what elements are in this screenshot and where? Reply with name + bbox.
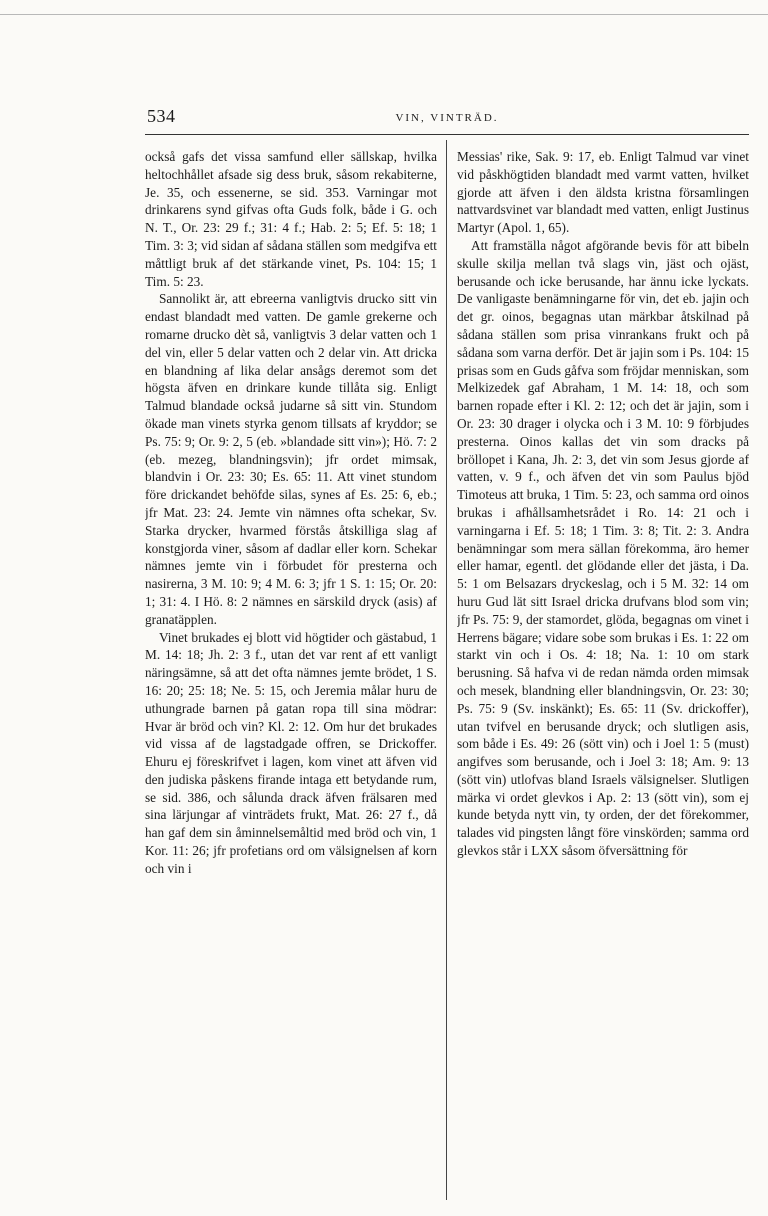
right-column bbox=[457, 148, 749, 1200]
paragraph: också gafs det vissa samfund eller sällskap, hvilka heltochhållet afsade sig dess bruk, såsom rekabiterne, Je. 35, och essenerne, se sid. 353. Varningar mot drinkarens synd gifvas ofta Guds folk, både i G. och N. T., Or. 23: 29 f.; 31: 4 f.; Hab. 2: 5; Ef. 5: 18; 1 Tim. 3: 3; vid sidan af sådana ställen som medgifva ett måttligt bruk af det stärkande vinet, Ps. 104: 15; 1 Tim. 5: 23. bbox=[145, 149, 437, 289]
page-edge-line bbox=[0, 14, 768, 15]
running-head: VIN, VINTRÄD. bbox=[395, 112, 499, 124]
paragraph: Sannolikt är, att ebreerna vanligtvis drucko sitt vin endast blandadt med vatten. De gamle grekerne och romarne drucko dèt så, vanligtvis 3 delar vatten och 1 del vin, eller 5 delar vatten och 2 delar vin. Att dricka en blandning af lika delar ansågs deremot som det högsta äfven en drinkare kunde tillåta sig. Enligt Talmud blandade också judarne så sitt vin. Stundom ökade man vinets styrka genom tillsats af kryddor; se Ps. 75: 9; Or. 9: 2, 5 (eb. »blandade sitt vin»); Hö. 7: 2 (eb. mezeg, blandningsvin); jfr ordet mimsak, blandvin i Or. 23: 30; Es. 65: 11. Att vinet stundom före drickandet behöfde silas, synes af Es. 25: 6, eb.; jfr Mat. 23: 24. Jemte vin nämnes ofta schekar, Sv. Starka drycker, hvarmed förstås åtskilliga slag af konstgjorda viner, såsom af dadlar eller korn. Schekar nämnes jemte vin i förbudet för presterna och nasirerna, 3 M. 10: 9; 4 M. 6: 3; jfr 1 S. 1: 15; Or. 20: 1; 31: 4. I Hö. 8: 2 nämnes en särskild dryck (asis) af granatäpplen. bbox=[145, 291, 437, 627]
paragraph: Vinet brukades ej blott vid högtider och gästabud, 1 M. 14: 18; Jh. 2: 3 f., utan det var rent af ett vanligt näringsämne, så att det ofta nämnes jemte brödet, 1 S. 16: 20; 25: 18; Ne. 5: 15, och Jeremia målar huru de uthungrade barnen på gatan ropa till sina mödrar: Hvar är bröd och vin? Kl. 2: 12. Om hur det brukades vid vissa af de lagstadgade offren, se Drickoffer. Ehuru ej föreskrifvet i lagen, kom vinet att äfven vid den judiska påskens firande intaga ett betydande rum, se sid. 386, och sålunda drack äfven frälsaren med sina lärjungar af vinträdets frukt, Mat. 26: 27 f., då han gaf dem sin åminnelsemåltid med bröd och vin, 1 Kor. 11: 26; jfr profetians ord om välsignelsen af korn och vin i bbox=[145, 629, 437, 876]
left-column bbox=[145, 148, 437, 1200]
column-divider bbox=[446, 140, 447, 1200]
paragraph: Att framställa något afgörande bevis för att bibeln skulle skilja mellan två slags vin, jäst och ojäst, berusande och icke berusande, har ännu icke lyckats. De vanligaste benämningarne för vin, det eb. jajin och det gr. oinos, begagnas utan märkbar åtskilnad på sådana ställen som prisa vinrankans frukt och på sådana som varna derför. Det är jajin som i Ps. 104: 15 prisas som en Guds gåfva som fröjdar menniskan, som Melkizedek gaf Abraham, 1 M. 14: 18, och som barnen ropade efter i Kl. 2: 12; och det är jajin, som i Or. 23: 30 drager i olycka och i 3 M. 10: 9 förbjudes presterna. Oinos kallas det vin som dracks på bröllopet i Kana, Jh. 2: 3, det vin som Jesus gjorde af vatten, v. 9 f., och äfven det vin som Paulus bjöd Timoteus att bruka, 1 Tim. 5: 23, och samma ord oinos brukas i afhållsamhetsrådet i Ro. 14: 21 och i varningarna i Ef. 5: 18; 1 Tim. 3: 8; Tit. 2: 3. Andra benämningar som mera sällan förekomma, äro hemer eller hamar, egentl. det glödande eller det jästa, i Da. 5: 1 om Belsazars dryckeslag, och i 5 M. 32: 14 om huru Gud lät sitt Israel dricka drufvans blod som vin; jfr Ps. 75: 9, der stamordet, glöda, begagnas om vinet i Herrens bägare; vidare sobe som brukas i Es. 1: 22 om starkt vin och i Os. 4: 18; Na. 1: 10 om stark berusning. Så hafva vi de redan nämda orden mimsak och mesek, blandning eller blandningsvin, Or. 23: 30; Ps. 75: 9 (Sv. inskänkt); Es. 65: 11 (Sv. drickoffer), utan tvifvel en berusande dryck; och slutligen asis, som både i Es. 49: 26 (sött vin) och i Joel 1: 5 (must) angifves som berusande, och i Joel 3: 18; Am. 9: 13 (sött vin) utlofvas bland Israels välsignelser. Slutligen märka vi ordet glevkos i Ap. 2: 13 (sött vin), som ej kunde betyda nytt vin, ty orden, der det förekommer, talades vid pingsten långt före vinskörden; samma ord glevkos står i LXX såsom öfversättning för bbox=[457, 237, 749, 859]
book-page bbox=[145, 100, 749, 876]
page-header bbox=[145, 100, 749, 135]
text-columns bbox=[145, 148, 749, 1200]
page-number: 534 bbox=[147, 106, 176, 126]
paragraph: Messias' rike, Sak. 9: 17, eb. Enligt Talmud var vinet vid påskhögtiden blandadt med varmt vatten, hvilket gjorde att äfven i den äldsta kristna församlingen nattvardsvinet var blandadt med vatten, enligt Justinus Martyr (Apol. 1, 65). bbox=[457, 149, 749, 236]
